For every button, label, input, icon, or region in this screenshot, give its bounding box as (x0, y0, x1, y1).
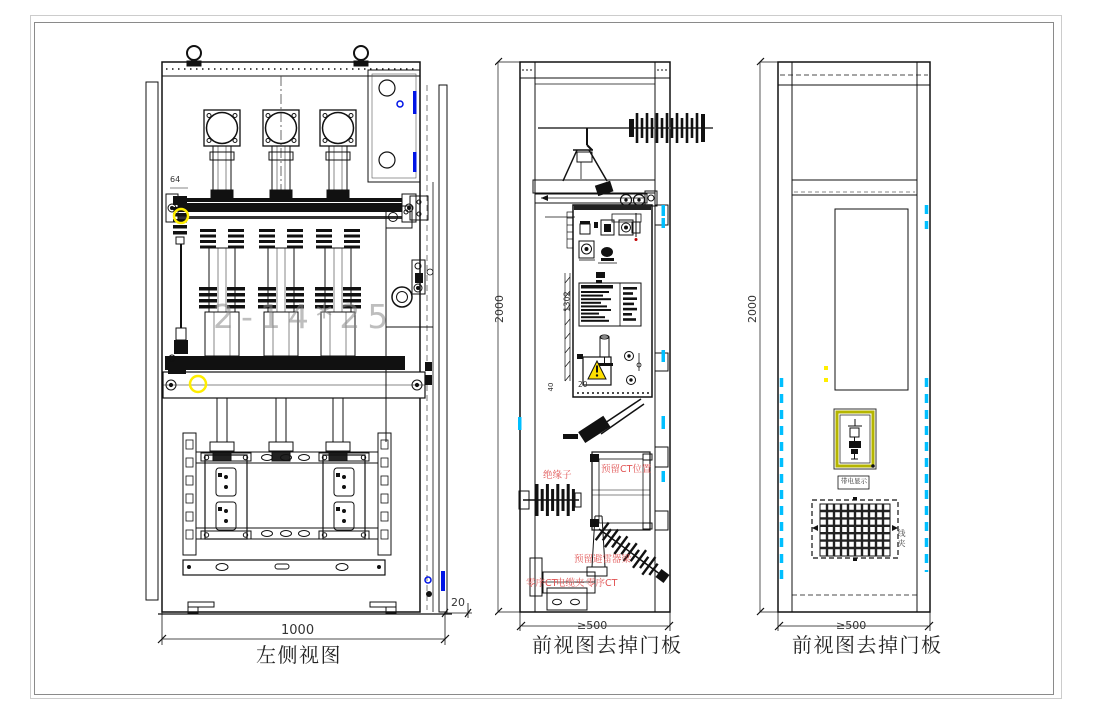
dim-500-right-label: ≥500 (836, 619, 867, 632)
right-side-parts (386, 206, 433, 597)
blue-mark-ring (397, 101, 403, 107)
dim-2000-mid (495, 58, 520, 615)
right-view-drawing (745, 55, 945, 640)
left-view-caption: 左侧视图 (256, 643, 342, 667)
cable-linkage (563, 399, 644, 443)
dim-20b-label: 20 (578, 380, 588, 389)
dim-2000-mid-label: 2000 (493, 295, 506, 323)
arrester-beam-annotation: 预留避雷器梁 (574, 554, 632, 565)
withdrawal-rail (533, 180, 657, 206)
breaker-panel (573, 205, 652, 397)
dim-20-label: 20 (451, 596, 465, 609)
nameplate-tables (579, 283, 641, 326)
mimic-diagram-window (834, 409, 876, 469)
zero-seq-ct-annotation-b: 零序CT (586, 578, 618, 589)
cable-clamp-side-label: 线夹 (897, 529, 906, 549)
post-insulator (519, 484, 581, 516)
blue-mark-ring (425, 577, 431, 583)
rear-panel-strip (146, 82, 158, 600)
wall-bushing (538, 113, 713, 143)
left-view-cabinet-outline (162, 62, 420, 612)
dim-64-label: 64 (170, 175, 181, 184)
voltage-display-label: 带电显示 (841, 477, 867, 485)
dim-1000-label: 1000 (281, 623, 315, 638)
mid-view-drawing (495, 55, 720, 640)
top-right-compartment (368, 70, 420, 182)
base-assembly (158, 560, 452, 614)
pole-assemblies (199, 110, 361, 461)
cyan-marks (518, 205, 665, 482)
insulator-annotation: 绝缘子 (543, 470, 572, 481)
dim-1302-label: 1302 (562, 291, 572, 312)
dim-40-label: 40 (547, 382, 555, 392)
cable-clamp-annotation: 电缆夹 (556, 578, 585, 589)
right-view-caption: 前视图去掉门板 (792, 633, 943, 657)
dim-500-mid-label: ≥500 (577, 619, 608, 632)
mid-view-caption: 前视图去掉门板 (532, 633, 683, 657)
door-edge-strip (439, 85, 447, 612)
reserved-ct-annotation: 预留CT位置 (601, 464, 652, 475)
lifting-eyebolt-icon (187, 46, 368, 66)
busbar-spec-ghost-text: 2-14*25 (213, 297, 396, 336)
zero-seq-ct-annotation-a: 零序CT (526, 578, 558, 589)
blue-marks (413, 91, 445, 591)
upper-door-outline (835, 209, 908, 390)
left-side-view-drawing (140, 40, 475, 645)
yellow-dots (824, 366, 828, 382)
support-frame (563, 128, 607, 181)
dim-2000-right-label: 2000 (746, 295, 759, 323)
ventilation-grille (812, 497, 898, 561)
dim-2000-right (757, 58, 778, 615)
